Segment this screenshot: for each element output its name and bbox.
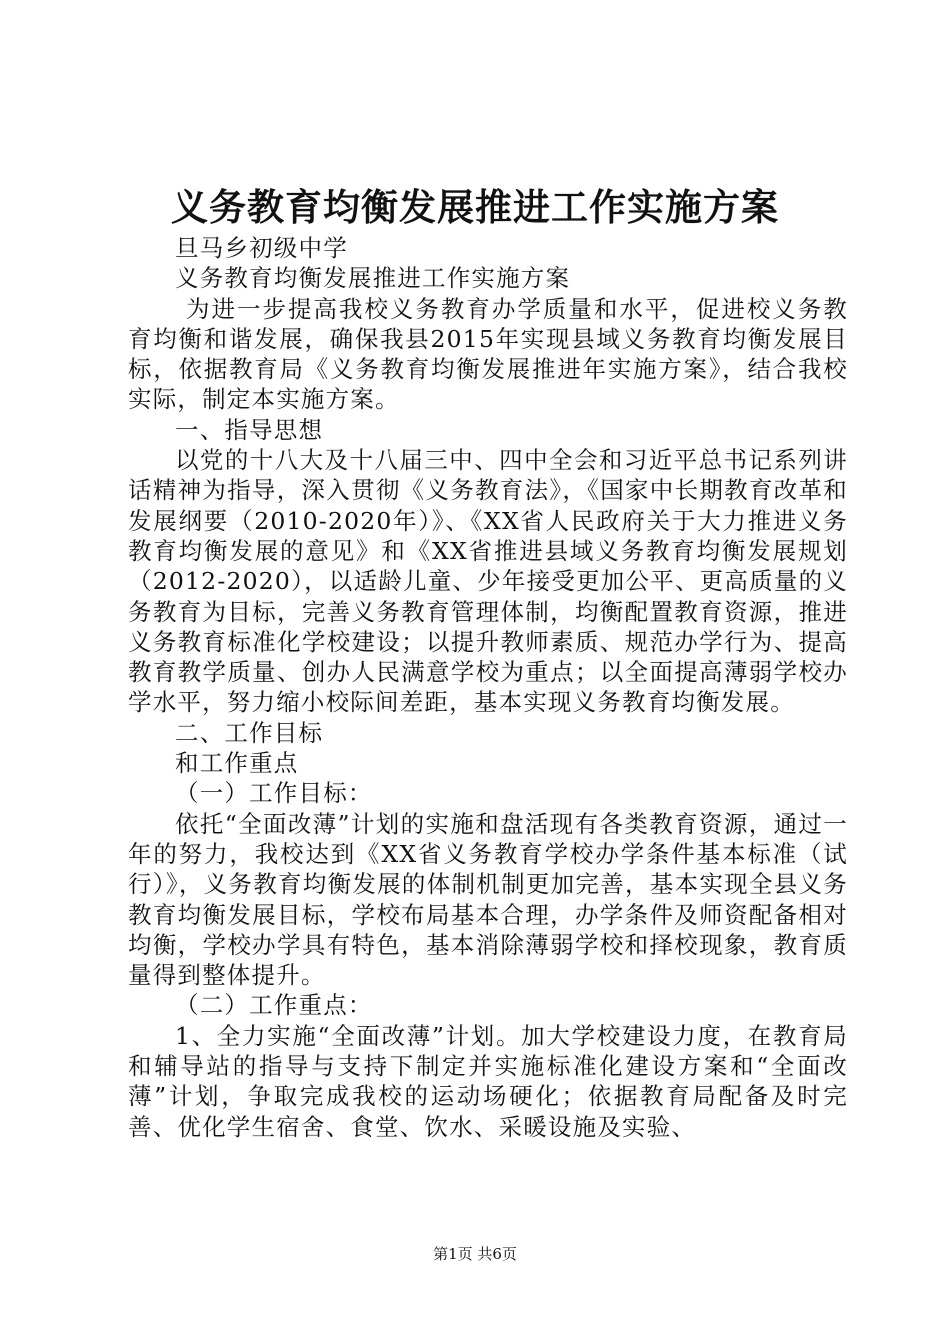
section-heading-work-focus: 和工作重点 xyxy=(175,749,299,778)
goals-paragraph: 依托“全面改薄”计划的实施和盘活现有各类教育资源，通过一年的努力，我校达到《XX省义务教育学校办学条件基本标准（试行）》，义务教育均衡发展的体制机制更加完善，基本实现全县义务教育均衡发展目标，学校布局基本合理，办学条件及师资配备相对均衡，学校办学具有特色，基本消除薄弱学校和择校现象，教育质量得到整体提升。 xyxy=(128,809,848,990)
document-body xyxy=(128,233,848,1142)
subtitle: 义务教育均衡发展推进工作实施方案 xyxy=(175,264,571,293)
document-title: 义务教育均衡发展推进工作实施方案 xyxy=(171,185,779,229)
intro-paragraph: 为进一步提高我校义务教育办学质量和水平，促进校义务教育均衡和谐发展，确保我县2015年实现县域义务教育均衡发展目标，依据教育局《义务教育均衡发展推进年实施方案》，结合我校实际，制定本实施方案。 xyxy=(128,294,848,414)
school-name: 旦马乡初级中学 xyxy=(175,234,348,262)
section-heading-work-goals: 二、工作目标 xyxy=(175,718,324,747)
subsection-heading-focus: （二）工作重点： xyxy=(175,991,373,1020)
focus-item-1-paragraph: 1、全力实施“全面改薄”计划。加大学校建设力度，在教育局和辅导站的指导与支持下制定并实施标准化建设方案和“全面改薄”计划，争取完成我校的运动场硬化；依据教育局配备及时完善、优化学生宿舍、食堂、饮水、采暖设施及实验、 xyxy=(128,1021,848,1141)
page-footer: 第1页 共6页 xyxy=(433,1245,517,1263)
section-heading-guiding-thought: 一、指导思想 xyxy=(175,415,324,444)
guiding-thought-paragraph: 以党的十八大及十八届三中、四中全会和习近平总书记系列讲话精神为指导，深入贯彻《义务教育法》，《国家中长期教育改革和发展纲要（2010-2020年）》、《XX省人民政府关于大力推进义务教育均衡发展的意见》和《XX省推进县域义务教育均衡发展规划（2012-2020），以适龄儿童、少年接受更加公平、更高质量的义务教育为目标，完善义务教育管理体制，均衡配置教育资源，推进义务教育标准化学校建设；以提升教师素质、规范办学行为、提高教育教学质量、创办人民满意学校为重点；以全面提高薄弱学校办学水平，努力缩小校际间差距，基本实现义务教育均衡发展。 xyxy=(128,446,848,717)
subsection-heading-goals: （一）工作目标： xyxy=(175,779,373,808)
